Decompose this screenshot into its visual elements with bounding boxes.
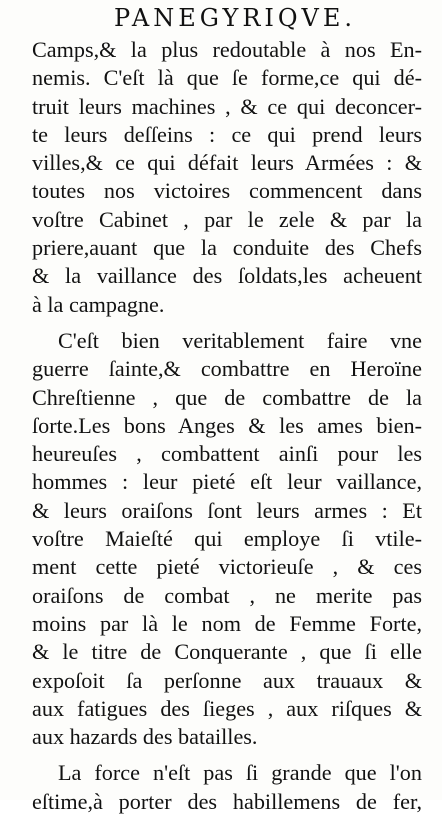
text-line: priere,auant que la conduite des Chefs [32,235,422,261]
text-line: te leurs deſſeins : ce qui prend leurs [32,121,422,147]
text-line: voſtre Cabinet , par le zele & par la [32,206,422,232]
text-line: & leurs oraiſons ſont leurs armes : Et [32,497,422,523]
text-line: aux fatigues des ſieges , aux riſques & [32,695,422,721]
text-line: à la campagne. [32,291,165,317]
paragraph [32,759,422,816]
text-line: ſorte.Les bons Anges & les ames bien- [32,412,422,438]
text-line: & la vaillance des ſoldats,les acheuent [32,263,422,289]
text-line: eſtime,à porter des habillemens de fer, [32,788,422,814]
text-line: nemis. C'eſt là que ſe forme,ce qui dé- [32,65,422,91]
paragraph [32,36,422,319]
text-line: & le titre de Conquerante , que ſi elle [32,639,422,665]
text-line: oraiſons de combat , ne merite pas [32,582,422,608]
text-line: hommes : leur pieté eſt leur vaillance, [32,469,422,495]
text-line: Camps,& la plus redoutable à nos En- [32,37,422,62]
text-line: ment cette pieté victorieuſe , & ces [32,554,422,580]
text-line: villes,& ce qui défait leurs Armées : & [32,150,422,176]
text-line: guerre ſainte,& combattre en Heroïne [32,356,422,382]
text-line: truit leurs machines , & ce qui deconcer- [32,93,422,119]
body-text [32,36,422,816]
text-line: toutes nos victoires commencent dans [32,178,422,204]
text-line: voſtre Maieſté qui employe ſi vtile- [32,526,422,552]
text-line: heureuſes , combattent ainſi pour les [32,441,422,467]
text-line: moins par là le nom de Femme Forte, [32,610,422,636]
text-line: aux hazards des batailles. [32,724,258,750]
running-head: PANEGYRIQVE. [113,4,357,32]
text-line: Chreſtienne , que de combattre de la [32,384,422,410]
paragraph-gap [32,751,422,759]
text-line: La force n'eſt pas ſi grande que l'on [58,760,422,786]
text-line: C'eſt bien veritablement faire vne [58,327,422,353]
text-line: expoſoit ſa perſonne aux trauaux & [32,667,422,693]
paragraph [32,327,422,751]
paragraph-gap [32,319,422,327]
